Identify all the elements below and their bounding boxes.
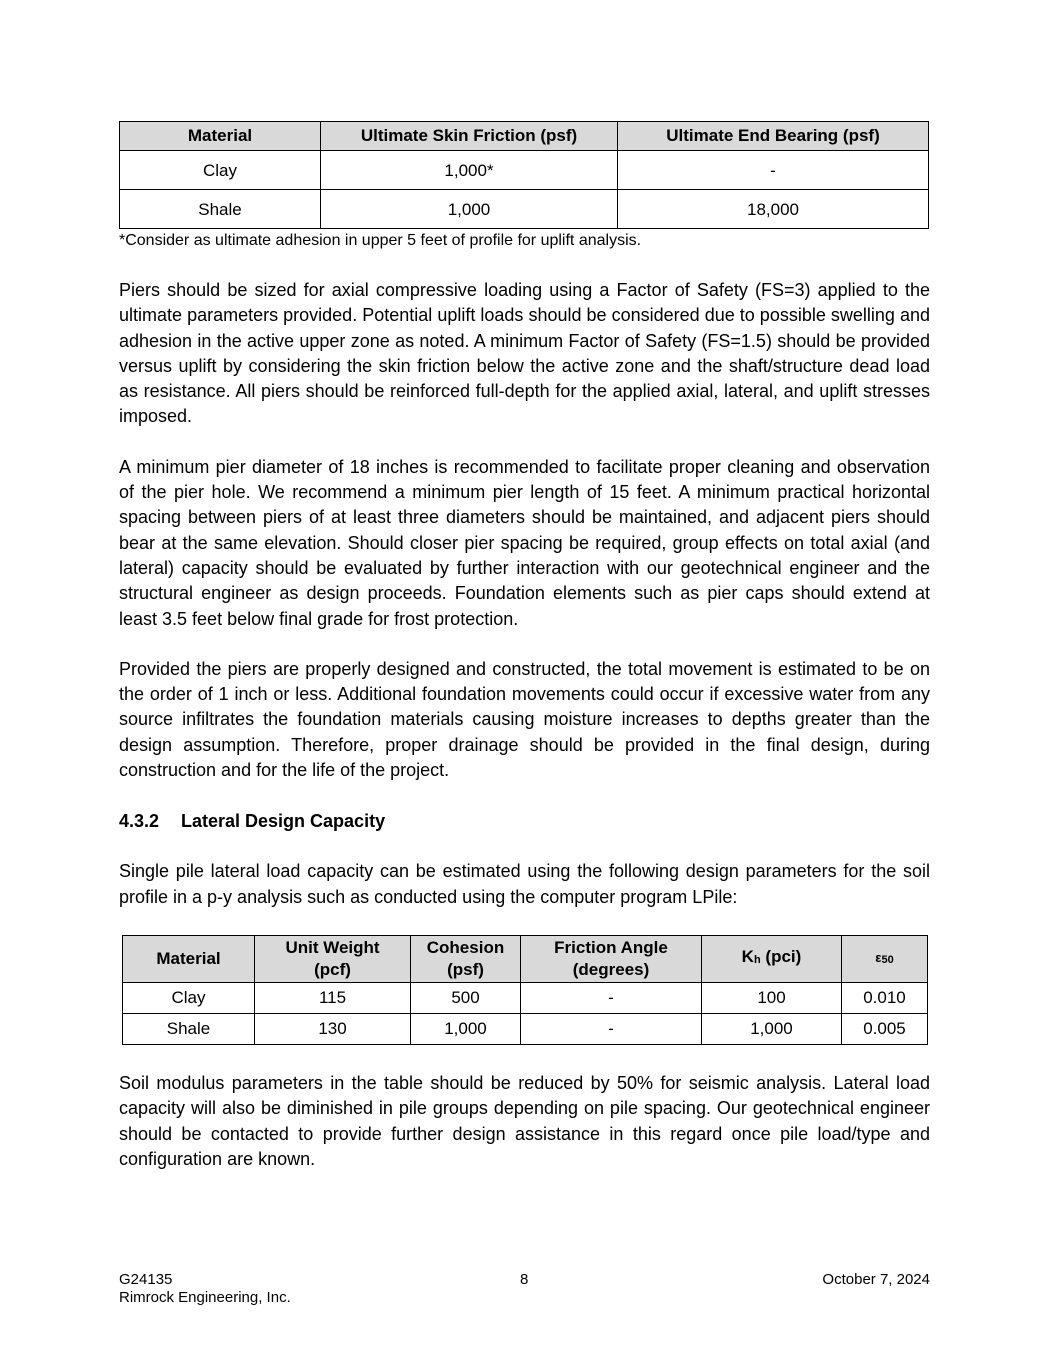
table-cell: Clay [123, 982, 255, 1013]
table-cell: 0.010 [842, 982, 928, 1013]
table-cell: 100 [702, 982, 842, 1013]
table-row [123, 982, 928, 1013]
header-line: (degrees) [572, 959, 650, 979]
table-cell: 1,000 [321, 190, 618, 229]
table-header-row [123, 935, 928, 982]
table-cell: Shale [120, 190, 321, 229]
table-cell: - [618, 151, 929, 190]
section-number: 4.3.2 [119, 811, 160, 832]
footer-page-number: 8 [520, 1271, 529, 1288]
table-footnote: *Consider as ultimate adhesion in upper 5 feet of profile for uplift analysis. [119, 232, 642, 249]
kh-symbol: K [741, 947, 754, 967]
header-line: (pcf) [314, 959, 351, 979]
header-line: (psf) [447, 959, 484, 979]
table-cell: 1,000 [702, 1013, 842, 1044]
table-cell: 18,000 [618, 190, 929, 229]
table-cell: 130 [255, 1013, 411, 1044]
header-unit-weight [255, 935, 411, 982]
paragraph-pier-diameter: A minimum pier diameter of 18 inches is recommended to facilitate proper cleaning and observation of the pier hole. We recommend a minimum pier length of 15 feet. A minimum practical horizontal spacing between piers of at least three diameters should be maintained, and adjacent piers should bear at the same elevation. Should closer pier spacing be required, group effects on total axial (and lateral) capacity should be evaluated by further interaction with our geotechnical engineer and the structural engineer as design proceeds. Foundation elements such as pier caps should extend at least 3.5 feet below final grade for frost protection. [119, 456, 930, 629]
table-cell: Shale [123, 1013, 255, 1044]
section-title: Lateral Design Capacity [181, 811, 386, 832]
document-page [119, 121, 930, 1172]
footer-company: Rimrock Engineering, Inc. [119, 1289, 291, 1306]
header-friction-angle [521, 935, 702, 982]
footer-project-number: G24135 [119, 1271, 173, 1288]
table-cell: 1,000* [321, 151, 618, 190]
table-cell: - [521, 982, 702, 1013]
table-cell: 500 [411, 982, 521, 1013]
pier-capacity-table [119, 121, 929, 229]
table-cell: Clay [120, 151, 321, 190]
section-heading [119, 809, 930, 834]
table-row [120, 190, 929, 229]
header-material: Material [123, 935, 255, 982]
table-row [123, 1013, 928, 1044]
epsilon-symbol: ε [875, 949, 882, 965]
header-cohesion [411, 935, 521, 982]
paragraph-axial-loading: Piers should be sized for axial compressive loading using a Factor of Safety (FS=3) applied to the ultimate parameters provided. Potential uplift loads should be considered due to possible swelling and adhesion in the active upper zone as noted. A minimum Factor of Safety (FS=1.5) should be provided versus uplift by considering the skin friction below the active zone and the shaft/structure dead load as resistance. All piers should be reinforced full-depth for the applied axial, lateral, and uplift stresses imposed. [119, 280, 930, 427]
paragraph-soil-modulus: Soil modulus parameters in the table should be reduced by 50% for seismic analysis. Lateral load capacity will also be diminished in pile groups depending on pile spacing. Our geotechnical engineer should be contacted to provide further design assistance in this regard once pile load/type and configuration are known. [119, 1072, 930, 1169]
table-cell: 115 [255, 982, 411, 1013]
paragraph-movement: Provided the piers are properly designed and constructed, the total movement is estimated to be on the order of 1 inch or less. Additional foundation movements could occur if excessive water from any source infiltrates the foundation materials causing moisture increases to depths greater than the design assumption. Therefore, proper drainage should be provided in the final design, during construction and for the life of the project. [119, 658, 930, 781]
header-end-bearing: Ultimate End Bearing (psf) [618, 122, 929, 151]
paragraph-lateral-intro: Single pile lateral load capacity can be estimated using the following design parameters for the soil profile in a p-y analysis such as conducted using the computer program LPile: [119, 861, 930, 907]
footer-date: October 7, 2024 [822, 1271, 930, 1288]
header-skin-friction: Ultimate Skin Friction (psf) [321, 122, 618, 151]
kh-subscript: h [753, 954, 761, 967]
table-row [120, 151, 929, 190]
table-cell: 0.005 [842, 1013, 928, 1044]
kh-unit: (pci) [765, 947, 802, 967]
lateral-parameters-table [122, 935, 928, 1045]
header-line: Friction Angle [554, 937, 668, 957]
header-line: Unit Weight [285, 937, 380, 957]
table-cell: 1,000 [411, 1013, 521, 1044]
header-line: Cohesion [426, 937, 505, 957]
table-cell: - [521, 1013, 702, 1044]
epsilon-subscript: 50 [881, 953, 894, 966]
header-material: Material [120, 122, 321, 151]
table-header-row [120, 122, 929, 151]
header-kh [702, 935, 842, 982]
footer-left [119, 1271, 291, 1307]
header-epsilon50 [842, 935, 928, 982]
